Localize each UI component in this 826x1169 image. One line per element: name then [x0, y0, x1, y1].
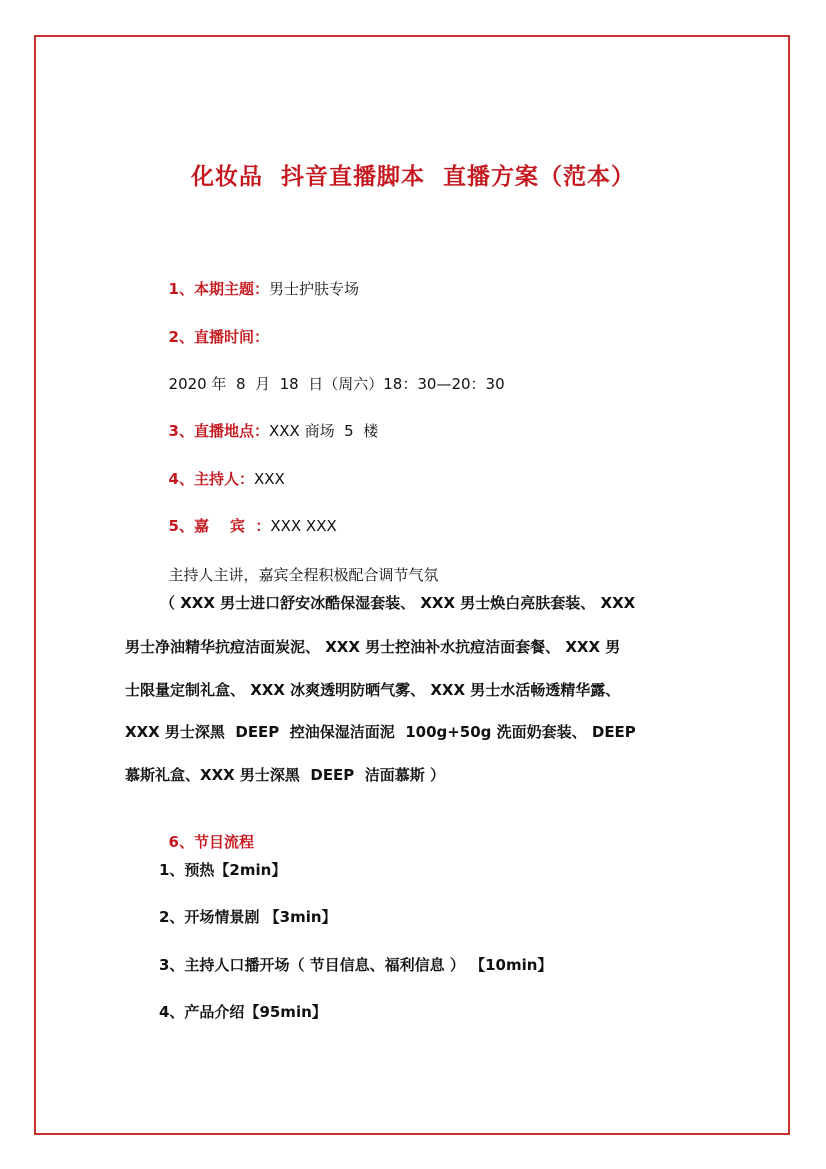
host-note — [159, 545, 439, 585]
item-host — [159, 449, 285, 489]
item-location-label: 3、直播地点： — [168, 422, 269, 440]
product-list-line: XXX 男士深黑 DEEP 控油保湿洁面泥 100g+50g 洗面奶套装、 DEEP — [125, 723, 636, 741]
item-host-label: 4、主持人： — [168, 470, 254, 488]
program-step: 1、预热【2min】 — [159, 861, 287, 879]
product-list-line: 士限量定制礼盒、 XXX 冰爽透明防晒气雾、 XXX 男士水活畅透精华露、 — [125, 681, 621, 699]
item-guests-label: 5、嘉 宾 ： — [168, 517, 271, 535]
program-step: 4、产品介绍【95min】 — [159, 1003, 327, 1021]
item-theme-label: 1、本期主题： — [168, 280, 269, 298]
broadcast-datetime: 2020 年 8 月 18 日（周六）18：30—20：30 — [168, 375, 505, 393]
host-note-text: 主持人主讲，嘉宾全程积极配合调节气氛 — [168, 566, 439, 584]
item-guests-value: XXX XXX — [270, 517, 337, 535]
item-time — [159, 307, 269, 347]
item-guests — [159, 496, 337, 536]
product-list-line: （ XXX 男士进口舒安冰酷保湿套装、 XXX 男士焕白亮肤套装、 XXX — [160, 594, 636, 612]
program-step: 3、主持人口播开场（ 节目信息、福利信息 ） 【10min】 — [159, 956, 553, 974]
program-step: 2、开场情景剧 【3min】 — [159, 908, 337, 926]
document-title: 化妆品 抖音直播脚本 直播方案（范本） — [190, 164, 636, 190]
product-list-line: 慕斯礼盒、XXX 男士深黑 DEEP 洁面慕斯 ） — [125, 766, 445, 784]
program-flow-heading — [159, 812, 254, 852]
item-theme — [159, 259, 359, 299]
item-time-label: 2、直播时间： — [168, 328, 269, 346]
item-theme-value: 男士护肤专场 — [269, 280, 360, 298]
item-time-value — [159, 354, 505, 394]
item-host-value: XXX — [254, 470, 285, 488]
item-location — [159, 401, 378, 441]
product-list-line: 男士净油精华抗痘洁面炭泥、 XXX 男士控油补水抗痘洁面套餐、 XXX 男 — [125, 638, 621, 656]
item-location-value: XXX 商场 5 楼 — [269, 422, 379, 440]
program-flow-heading-text: 6、节目流程 — [168, 833, 254, 851]
